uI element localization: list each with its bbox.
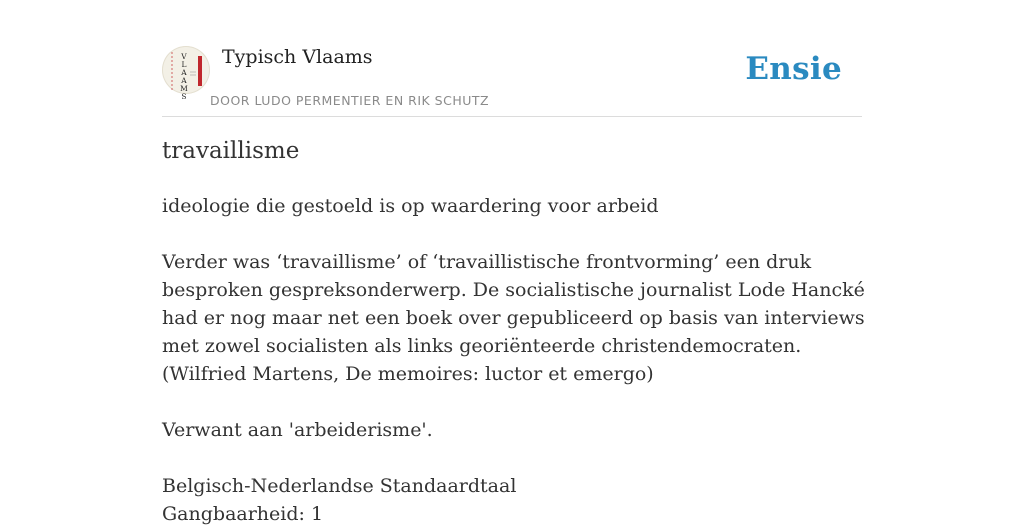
book-cover-logo[interactable] xyxy=(162,46,210,101)
entry-language: Belgisch-Nederlandse Standaardtaal xyxy=(162,475,517,497)
paragraph-gap xyxy=(162,220,866,248)
paragraph-gap xyxy=(162,444,866,472)
entry-definition: ideologie die gestoeld is op waardering voor arbeid xyxy=(162,195,659,217)
logo-letter: A xyxy=(181,68,187,77)
entry-term: travaillisme xyxy=(162,138,300,164)
paragraph-gap xyxy=(162,388,866,416)
entry-quote-source: (Wilfried Martens, De memoires: luctor et emergo) xyxy=(162,363,654,385)
entry-quote: Verder was ‘travaillisme’ of ‘travaillistische frontvorming’ een druk besproken gespreksonderwerp. De socialistische journalist Lode Hancké had er nog maar net een boek over gepubliceerd op basis van interviews met zowel socialisten als links georiënteerde christendemocraten. xyxy=(162,251,865,357)
logo-letter: M xyxy=(180,84,188,93)
cover-red-stripe xyxy=(198,56,202,86)
ensie-brand-logo[interactable]: Ensie xyxy=(745,51,842,87)
book-cover-icon xyxy=(162,46,210,101)
entry-related: Verwant aan 'arbeiderisme'. xyxy=(162,419,433,441)
author-byline: DOOR LUDO PERMENTIER EN RIK SCHUTZ xyxy=(210,93,490,108)
logo-letter: V xyxy=(181,52,187,61)
site-header xyxy=(162,40,862,117)
logo-letter: A xyxy=(181,76,187,85)
entry-usage: Gangbaarheid: 1 xyxy=(162,503,324,525)
logo-letter: S xyxy=(181,92,187,101)
logo-letter: L xyxy=(181,60,187,69)
book-title-link[interactable]: Typisch Vlaams xyxy=(222,46,373,68)
entry-body xyxy=(162,192,866,528)
